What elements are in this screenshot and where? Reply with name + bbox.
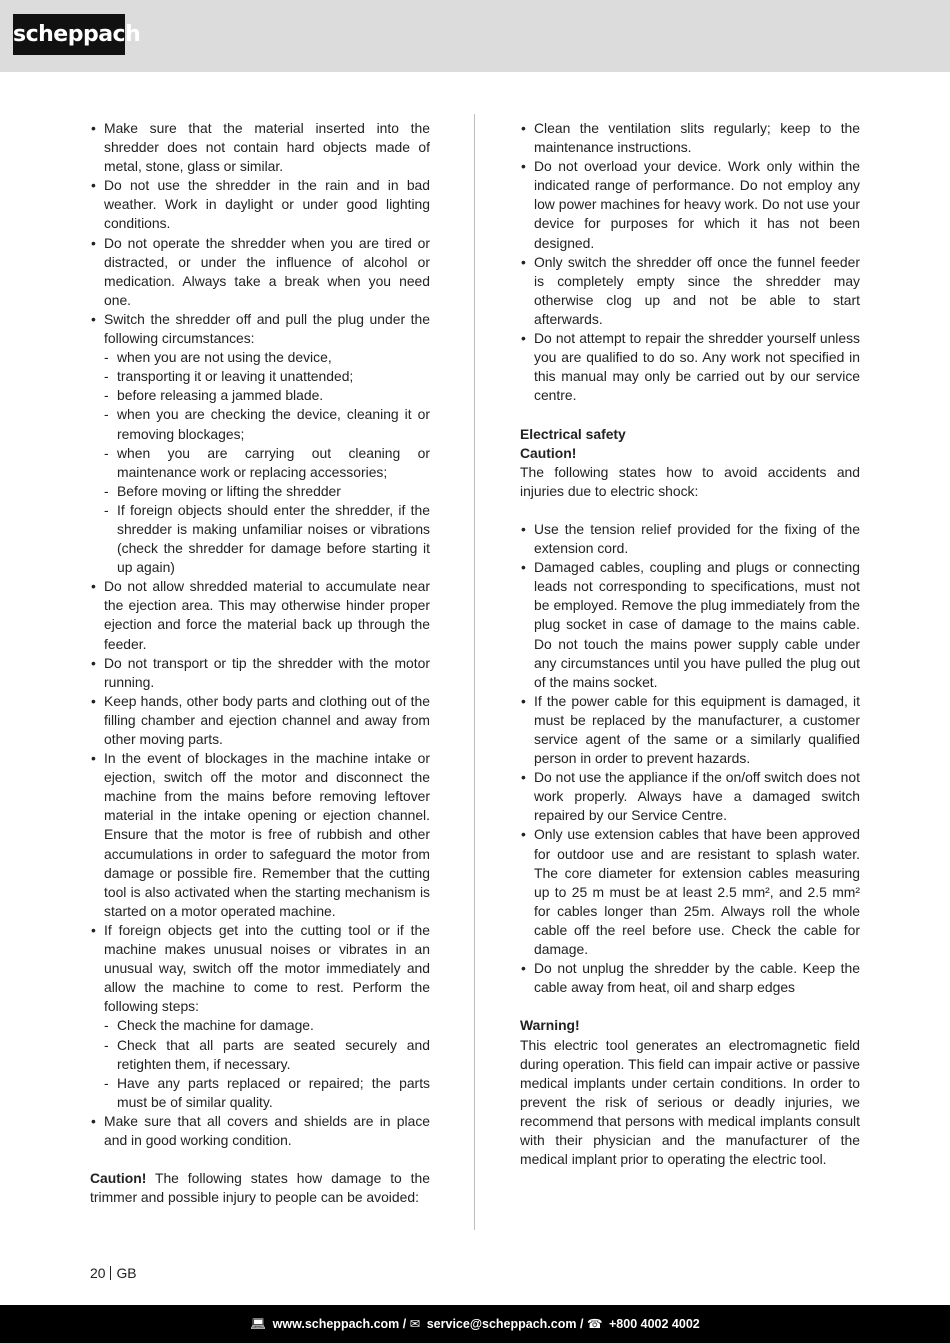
page-language: GB [116, 1265, 137, 1281]
spacer [90, 1150, 430, 1169]
bullet-item: • Do not overload your device. Work only within the indicated range of performance. Do not employ any low power machines for heavy work. Do not use your device for purposes for which it has not been designed. [520, 157, 860, 252]
caution-label: Caution! [90, 1170, 147, 1187]
caution-paragraph [90, 1169, 430, 1207]
sub-list-item: - when you are not using the device, [90, 348, 430, 367]
page-number [90, 1264, 137, 1283]
sub-list-item: - transporting it or leaving it unattended; [90, 367, 430, 386]
sub-list-item: - If foreign objects should enter the shredder, if the shredder is making unfamiliar noises or vibrations (check the shredder for damage before starting it up again) [90, 501, 430, 577]
footer-email[interactable]: service@scheppach.com [426, 1317, 577, 1331]
sub-list-item: - Check that all parts are seated securely and retighten them, if necessary. [90, 1036, 430, 1074]
bullet-item: • Do not allow shredded material to accumulate near the ejection area. This may otherwise hinder proper ejection and force the material back up through the feeder. [90, 577, 430, 653]
sub-list-item: - when you are carrying out cleaning or maintenance work or replacing accessories; [90, 444, 430, 482]
bullet-item: • Make sure that the material inserted into the shredder does not contain hard objects made of metal, stone, glass or similar. [90, 119, 430, 176]
caution-text: The following states how damage to the trimmer and possible injury to people can be avoided: [90, 1170, 430, 1206]
email-icon: ✉︎ [409, 1317, 421, 1331]
footer-phone[interactable]: +800 4002 4002 [609, 1317, 700, 1331]
section-heading: Caution! [520, 444, 577, 461]
column-divider [474, 114, 475, 1230]
scheppach-logo: scheppach [13, 14, 125, 55]
bullet-item: • Clean the ventilation slits regularly; keep to the maintenance instructions. [520, 119, 860, 157]
bullet-item: • In the event of blockages in the machine intake or ejection, switch off the motor and disconnect the machine from the mains before removing leftover material in the intake opening or ejection channel. Ensure that the motor is free of rubbish and other accumulations in order to safeguard the motor from damage or possible fire. Remember that the cutting tool is also activated when the starting mechanism is started on a motor operated machine. [90, 749, 430, 921]
bullet-item: • Do not operate the shredder when you are tired or distracted, or under the influence of alcohol or medication. Always take a break when you need one. [90, 234, 430, 310]
bullet-item: • Do not use the appliance if the on/off switch does not work properly. Always have a damaged switch repaired by our Service Centre. [520, 768, 860, 825]
bullet-item: • Use the tension relief provided for the fixing of the extension cord. [520, 520, 860, 558]
sub-list-item: - Have any parts replaced or repaired; the parts must be of similar quality. [90, 1074, 430, 1112]
sub-list-item: - before releasing a jammed blade. [90, 386, 430, 405]
header-bar [0, 0, 950, 72]
spacer [520, 501, 860, 520]
bullet-item: • Keep hands, other body parts and clothing out of the filling chamber and ejection channel and away from other moving parts. [90, 692, 430, 749]
bullet-item: • Do not unplug the shredder by the cable. Keep the cable away from heat, oil and sharp edges [520, 959, 860, 997]
left-column [90, 119, 430, 1207]
bullet-item: • Do not transport or tip the shredder with the motor running. [90, 654, 430, 692]
spacer [520, 997, 860, 1016]
page-number-value: 20 [90, 1265, 106, 1281]
right-column [520, 119, 860, 1169]
section-heading: Electrical safety [520, 425, 626, 442]
footer-separator-2: / [579, 1317, 584, 1331]
bullet-item: • Only switch the shredder off once the funnel feeder is completely empty since the shredder may otherwise clog up and not be able to start afterwards. [520, 253, 860, 329]
section-heading: Warning! [520, 1017, 580, 1034]
bullet-item: • Damaged cables, coupling and plugs or connecting leads not corresponding to specifications, must not be employed. Remove the plug immediately from the plug socket in case of damage to the mains cable. Do not touch the mains power supply cable under any circumstances until you have pulled the plug out of the mains socket. [520, 558, 860, 692]
sub-list-item: - Before moving or lifting the shredder [90, 482, 430, 501]
bullet-item: • Make sure that all covers and shields are in place and in good working condition. [90, 1112, 430, 1150]
bullet-item: • If the power cable for this equipment is damaged, it must be replaced by the manufacturer, a customer service agent of the same or a similarly qualified person in order to prevent hazards. [520, 692, 860, 768]
sub-list-item: - Check the machine for damage. [90, 1016, 430, 1035]
bullet-item: • Switch the shredder off and pull the plug under the following circumstances: [90, 310, 430, 348]
paragraph: The following states how to avoid accidents and injuries due to electric shock: [520, 463, 860, 499]
paragraph: This electric tool generates an electromagnetic field during operation. This field can impair active or passive medical implants under certain conditions. In order to prevent the risk of serious or deadly injuries, we recommend that persons with medical implants consult with their physician and the manufacturer of the medical implant prior to operating the electric tool. [520, 1036, 860, 1168]
spacer [520, 405, 860, 424]
page-number-separator [110, 1266, 111, 1280]
footer-separator-1: / [402, 1317, 407, 1331]
bullet-item: • If foreign objects get into the cutting tool or if the machine makes unusual noises or vibrates in an unusual way, switch off the motor immediately and allow the machine to come to rest. Perform the following steps: [90, 921, 430, 1016]
footer-bar [0, 1305, 950, 1343]
phone-icon: ☎ [586, 1317, 603, 1331]
bullet-item: • Do not attempt to repair the shredder yourself unless you are qualified to do so. Any work not specified in this manual may only be carried out by our service centre. [520, 329, 860, 405]
sub-list-item: - when you are checking the device, cleaning it or removing blockages; [90, 405, 430, 443]
bullet-item: • Only use extension cables that have been approved for outdoor use and are resistant to splash water. The core diameter for extension cables measuring up to 25 m must be at least 2.5 mm², and 2.5 mm² for cables longer than 25m. Always roll the whole cable off the reel before use. Check the cable for damage. [520, 825, 860, 959]
footer-website[interactable]: www.scheppach.com [272, 1317, 400, 1331]
bullet-item: • Do not use the shredder in the rain and in bad weather. Work in daylight or under good lighting conditions. [90, 176, 430, 233]
computer-icon: 💻︎ [250, 1317, 267, 1331]
